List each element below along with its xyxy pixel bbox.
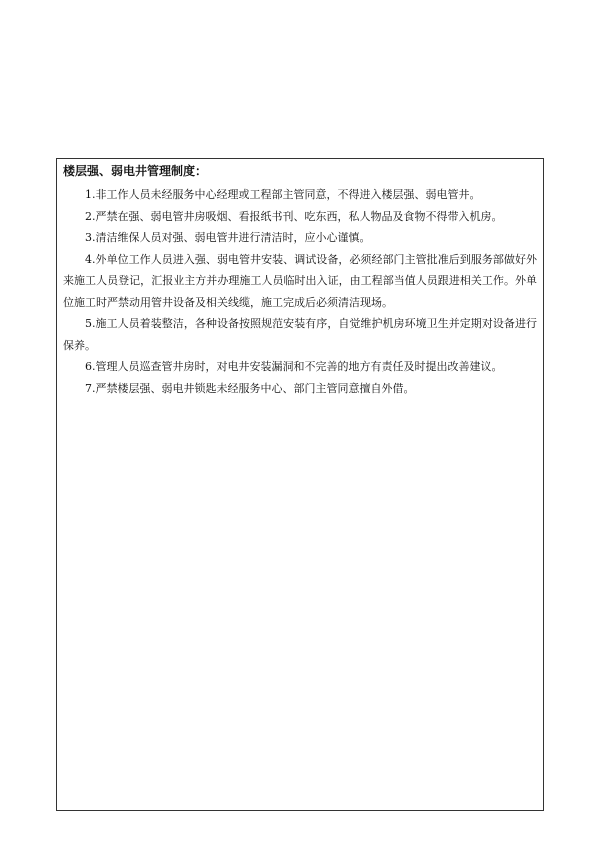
clause-4: 4.外单位工作人员进入强、弱电管井安装、调试设备，必须经部门主管批准后到服务部做好外来施工人员登记，汇报业主方并办理施工人员临时出入证，由工程部当值人员跟进相关工作。外单位施工时严禁动用管井设备及相关线缆，施工完成后必须清洁现场。 <box>63 252 537 309</box>
clause-1: 1.非工作人员未经服务中心经理或工程部主管同意，不得进入楼层强、弱电管井。 <box>85 188 481 201</box>
clause-5: 5.施工人员着装整洁，各种设备按照规范安装有序，自觉维护机房环境卫生并定期对设备进行保养。 <box>63 317 537 352</box>
clause-2: 2.严禁在强、弱电管井房吸烟、看报纸书刊、吃东西，私人物品及食物不得带入机房。 <box>85 209 503 223</box>
clause-6: 6.管理人员巡查管井房时，对电井安装漏洞和不完善的地方有责任及时提出改善建议。 <box>85 360 503 373</box>
document-title: 楼层强、弱电井管理制度： <box>63 164 208 178</box>
regulation-box <box>56 158 544 811</box>
clause-3: 3.清洁维保人员对强、弱电管井进行清洁时，应小心谨慎。 <box>85 231 371 244</box>
clause-7: 7.严禁楼层强、弱电井锁匙未经服务中心、部门主管同意擅自外借。 <box>85 381 415 395</box>
